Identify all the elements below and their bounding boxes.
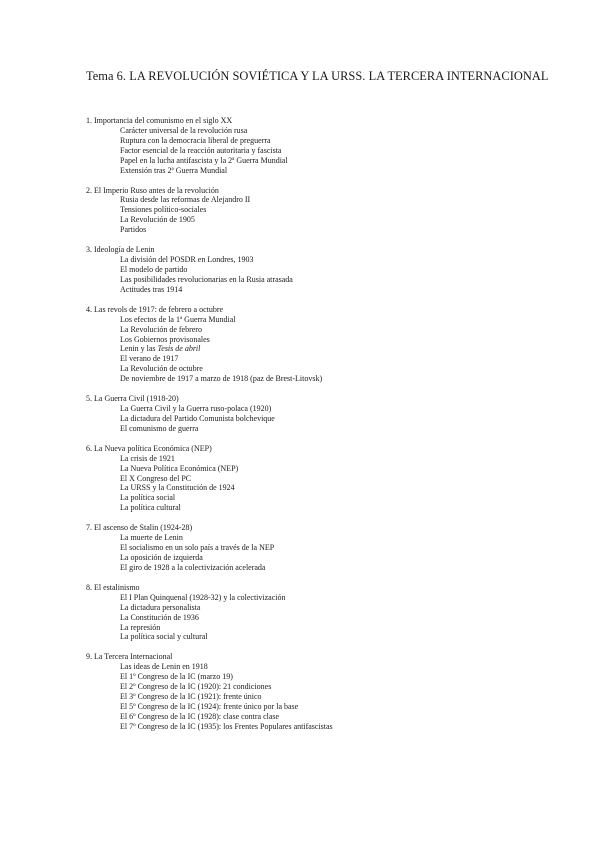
section-item: La Revolución de 1905: [120, 215, 195, 225]
outline-section: [86, 583, 566, 642]
outline-section: [86, 652, 566, 731]
section-item: El 6º Congreso de la IC (1928): clase contra clase: [120, 711, 280, 721]
section-item: El verano de 1917: [120, 354, 179, 364]
section-item: La Guerra Civil y la Guerra ruso-polaca (1920): [120, 404, 272, 414]
section-item: El modelo de partido: [120, 264, 188, 274]
section-heading: 7. El ascenso de Stalin (1924-28): [86, 523, 193, 533]
section-item: Extensión tras 2ª Guerra Mundial: [120, 165, 228, 175]
section-item: Rusia desde las reformas de Alejandro II: [120, 195, 251, 205]
outline-section: [86, 305, 566, 384]
section-item: La dictadura personalista: [120, 602, 201, 612]
section-item: Ruptura con la democracia liberal de preguerra: [120, 135, 271, 145]
section-item: La Nueva Política Económica (NEP): [120, 463, 239, 473]
section-item: [86, 344, 566, 354]
outline-section: [86, 186, 566, 236]
section-item: La Constitución de 1936: [120, 612, 199, 622]
section-item: Carácter universal de la revolución rusa: [120, 125, 248, 135]
outline-section: [86, 444, 566, 513]
section-item: Los efectos de la 1ª Guerra Mundial: [120, 314, 236, 324]
section-item: La crisis de 1921: [120, 453, 175, 463]
section-heading: 1. Importancia del comunismo en el siglo XX: [86, 116, 233, 125]
page-title: Tema 6. LA REVOLUCIÓN SOVIÉTICA Y LA URSS. LA TERCERA INTERNACIONAL: [86, 69, 549, 83]
section-heading: 9. La Tercera Internacional: [86, 652, 173, 662]
section-item-italic-text: Tesis de abril: [157, 344, 201, 354]
section-item: La Revolución de octubre: [120, 364, 203, 374]
outline-section: [86, 245, 566, 295]
section-item: Las posibilidades revolucionarias en la Rusia atrasada: [120, 274, 293, 284]
section-item: El 7º Congreso de la IC (1935): los Frentes Populares antifascistas: [120, 721, 333, 731]
section-heading: 5. La Guerra Civil (1918-20): [86, 394, 179, 404]
section-heading: 4. Las revols de 1917: de febrero a octubre: [86, 304, 224, 314]
section-item: Papel en la lucha antifascista y la 2ª Guerra Mundial: [120, 155, 288, 165]
section-item: El X Congreso del PC: [120, 473, 192, 483]
section-item: La Revolución de febrero: [120, 324, 202, 334]
section-item: El 5º Congreso de la IC (1924): frente único por la base: [120, 701, 299, 711]
outline-section: [86, 394, 566, 434]
section-item: La represión: [120, 622, 161, 632]
section-heading: 2. El Imperio Ruso antes de la revolución: [86, 185, 219, 195]
topic-outline: [86, 116, 566, 742]
section-heading: 3. Ideología de Lenin: [86, 245, 155, 255]
section-item-text: Lenin y las: [120, 344, 156, 354]
section-item: De noviembre de 1917 a marzo de 1918 (paz de Brest-Litovsk): [120, 374, 323, 384]
section-item: El I Plan Quinquenal (1928-32) y la colectivización: [120, 592, 286, 602]
section-item: La URSS y la Constitución de 1924: [120, 483, 235, 493]
section-item: El socialismo en un solo país a través de la NEP: [120, 543, 275, 553]
section-item: La política social: [120, 493, 176, 503]
section-item: La oposición de izquierda: [120, 553, 203, 562]
section-item: Las ideas de Lenin en 1918: [120, 662, 208, 672]
section-item: Partidos: [120, 225, 147, 235]
section-item: El 2º Congreso de la IC (1920): 21 condiciones: [120, 682, 272, 692]
section-item: El 1º Congreso de la IC (marzo 19): [120, 672, 233, 682]
outline-section: [86, 523, 566, 573]
section-item: La política cultural: [120, 503, 181, 513]
section-item: La división del POSDR en Londres, 1903: [120, 255, 254, 265]
section-heading: 8. El estalinismo: [86, 582, 140, 592]
section-item: Los Gobiernos provisonales: [120, 334, 210, 344]
section-item: El 3º Congreso de la IC (1921): frente único: [120, 692, 262, 702]
section-item: Factor esencial de la reacción autoritaria y fascista: [120, 145, 282, 155]
section-item: Actitudes tras 1914: [120, 284, 183, 294]
section-item: La muerte de Lenin: [120, 533, 183, 543]
section-item: Tensiones político-sociales: [120, 205, 207, 215]
section-item: El giro de 1928 a la colectivización acelerada: [120, 562, 266, 572]
outline-section: [86, 116, 566, 175]
section-item: La política social y cultural: [120, 632, 208, 642]
section-item: El comunismo de guerra: [120, 423, 199, 433]
section-heading: 6. La Nueva política Económica (NEP): [86, 443, 212, 453]
section-item: La dictadura del Partido Comunista bolchevique: [120, 413, 275, 423]
